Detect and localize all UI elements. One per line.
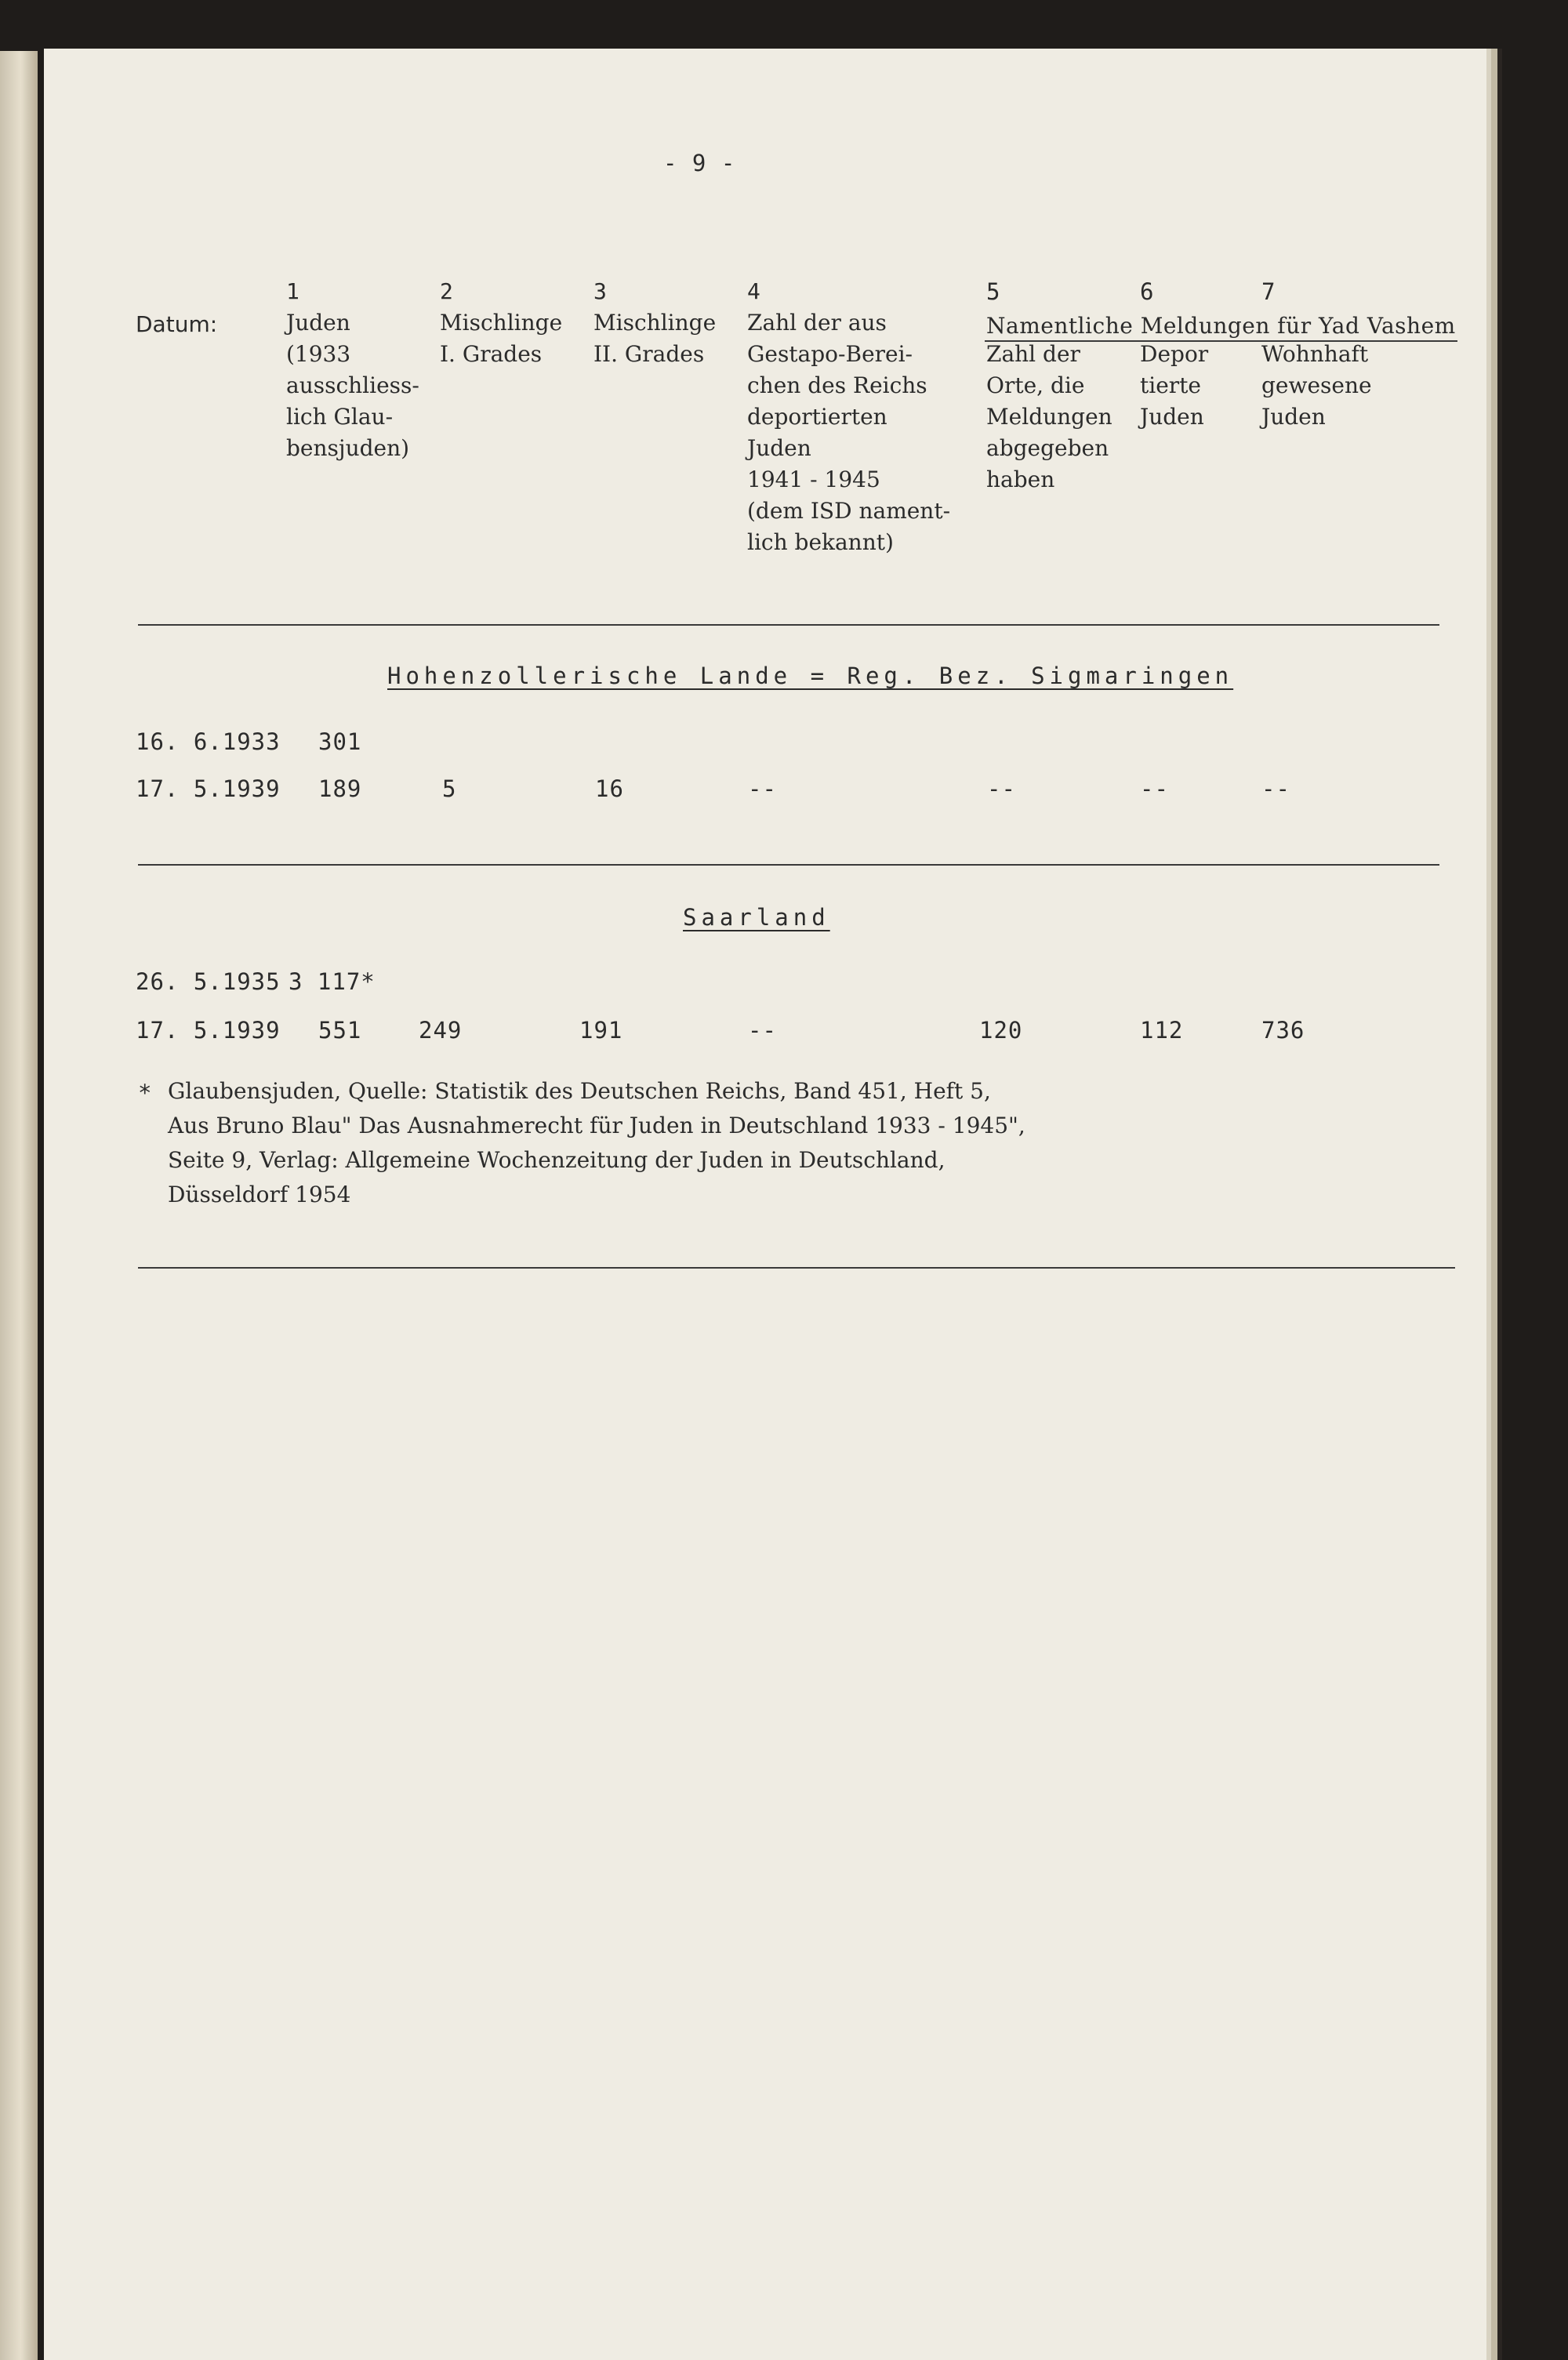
footnote-line: Glaubensjuden, Quelle: Statistik des Deutschen Reichs, Band 451, Heft 5, (168, 1078, 991, 1104)
row-date: 17. 5.1939 (136, 1017, 281, 1044)
cell-deportierte-juden: -- (1140, 775, 1169, 802)
header-line: tierte (1140, 372, 1201, 398)
header-line: Mischlinge (440, 310, 563, 336)
cell-wohnhaft: 736 (1261, 1017, 1305, 1044)
header-line: 1941 - 1945 (747, 467, 880, 492)
cell-orte: -- (987, 775, 1016, 802)
column-number: 2 (440, 278, 454, 304)
row-date: 26. 5.1935 (136, 968, 281, 995)
header-line: II. Grades (593, 341, 705, 367)
header-line: bensjuden) (286, 435, 410, 461)
cell-wohnhaft: -- (1261, 775, 1290, 802)
header-line: Meldungen (986, 404, 1112, 430)
column-header-1 (286, 276, 419, 464)
footnote-line: Aus Bruno Blau" Das Ausnahmerecht für Juden in Deutschland 1933 - 1945", (168, 1113, 1025, 1138)
header-line: lich bekannt) (747, 529, 894, 555)
cell-juden: 189 (318, 775, 362, 802)
header-line: abgegeben (986, 435, 1109, 461)
footnote-marker: * (138, 1080, 153, 1106)
header-line: Juden (1261, 404, 1326, 430)
cell-deportierte-juden: 112 (1140, 1017, 1184, 1044)
header-line: Zahl der (986, 341, 1080, 367)
header-line: chen des Reichs (747, 372, 927, 398)
cell-deportiert: -- (748, 775, 777, 802)
cell-mischlinge-2: 16 (595, 775, 624, 802)
column-number-5: 5 (986, 278, 1001, 305)
footnote-line: Düsseldorf 1954 (168, 1182, 351, 1207)
footnote-line: Seite 9, Verlag: Allgemeine Wochenzeitung der Juden in Deutschland, (168, 1147, 946, 1173)
datum-label: Datum: (136, 311, 218, 337)
column-header-2 (440, 276, 562, 370)
column-number-6: 6 (1140, 278, 1155, 305)
header-line: Juden (286, 310, 350, 336)
header-line: gewesene (1261, 372, 1372, 398)
header-line: Orte, die (986, 372, 1085, 398)
header-line: I. Grades (440, 341, 543, 367)
header-line: haben (986, 467, 1055, 492)
header-line: lich Glau- (286, 404, 394, 430)
footnote (168, 1074, 1025, 1212)
book-binding (0, 51, 38, 2360)
section-title-hohenzollern: Hohenzollerische Lande = Reg. Bez. Sigmaringen (387, 663, 1234, 689)
header-line: Juden (747, 435, 811, 461)
column-number: 3 (593, 278, 608, 304)
header-line: (dem ISD nament- (747, 498, 951, 524)
column-number: 1 (286, 278, 300, 304)
cell-orte: 120 (979, 1017, 1023, 1044)
header-line: Juden (1140, 404, 1204, 430)
bottom-divider (138, 1267, 1455, 1269)
header-line: ausschliess- (286, 372, 419, 398)
column-header-3 (593, 276, 716, 370)
document-page (44, 49, 1486, 2360)
cell-juden: 3 117* (289, 968, 376, 995)
cell-mischlinge-2: 191 (579, 1017, 623, 1044)
cell-juden: 301 (318, 728, 362, 755)
header-line: Gestapo-Berei- (747, 341, 913, 367)
cell-deportiert: -- (748, 1017, 777, 1044)
header-line: Zahl der aus (747, 310, 887, 336)
header-line: deportierten (747, 404, 887, 430)
cell-juden: 551 (318, 1017, 362, 1044)
header-line: Wohnhaft (1261, 341, 1369, 367)
header-line: Mischlinge (593, 310, 717, 336)
header-line: (1933 (286, 341, 351, 367)
header-divider (138, 624, 1439, 626)
page-number: - 9 - (663, 150, 736, 176)
column-header-6 (1140, 339, 1208, 433)
section-title-saarland: Saarland (683, 904, 830, 931)
row-date: 17. 5.1939 (136, 775, 281, 802)
column-header-7 (1261, 339, 1372, 433)
cell-mischlinge-1: 249 (419, 1017, 463, 1044)
column-header-5 (986, 339, 1112, 496)
header-line: Depor (1140, 341, 1209, 367)
yad-vashem-group-heading: Namentliche Meldungen für Yad Vashem (986, 313, 1456, 339)
section-divider (138, 864, 1439, 866)
column-number-7: 7 (1261, 278, 1276, 305)
column-number: 4 (747, 278, 761, 304)
row-date: 16. 6.1933 (136, 728, 281, 755)
column-header-4 (747, 276, 950, 558)
cell-mischlinge-1: 5 (442, 775, 457, 802)
